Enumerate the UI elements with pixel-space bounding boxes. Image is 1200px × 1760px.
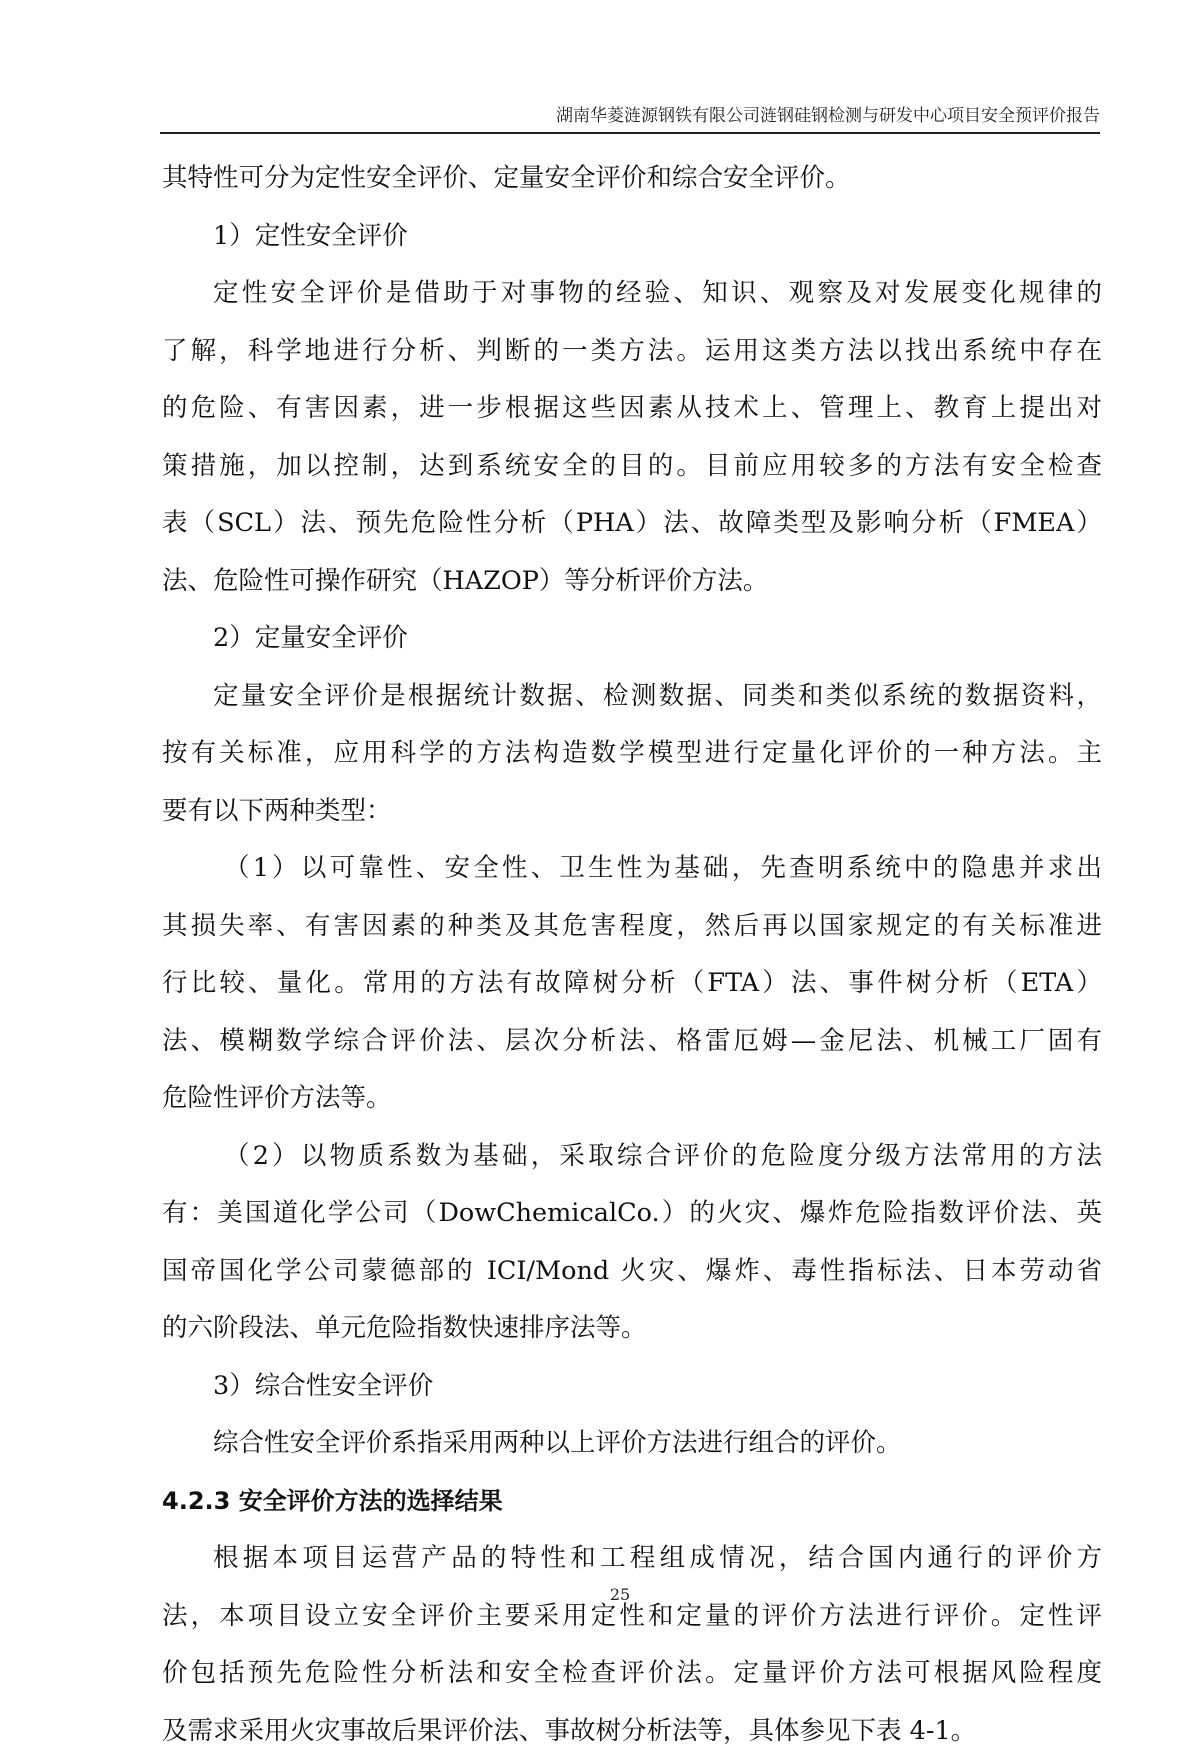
paragraph-line: 法、模糊数学综合评价法、层次分析法、格雷厄姆—金尼法、机械工厂固有	[162, 1013, 1102, 1071]
body-text	[162, 150, 1102, 1760]
paragraph-line: 按有关标准，应用科学的方法构造数学模型进行定量化评价的一种方法。主	[162, 725, 1102, 783]
page-number: 25	[0, 1585, 1200, 1604]
paragraph-line: 危险性评价方法等。	[162, 1070, 1102, 1128]
section-heading: 4.2.3 安全评价方法的选择结果	[162, 1473, 1102, 1531]
paragraph-line: 有：美国道化学公司（DowChemicalCo.）的火灾、爆炸危险指数评价法、英	[162, 1185, 1102, 1243]
paragraph-line: 法、危险性可操作研究（HAZOP）等分析评价方法。	[162, 553, 1102, 611]
subsection-title: 3）综合性安全评价	[162, 1358, 1102, 1416]
paragraph-line: 其特性可分为定性安全评价、定量安全评价和综合安全评价。	[162, 150, 1102, 208]
paragraph-line: （2）以物质系数为基础，采取综合评价的危险度分级方法常用的方法	[162, 1128, 1102, 1186]
paragraph-line: 国帝国化学公司蒙德部的 ICI/Mond 火灾、爆炸、毒性指标法、日本劳动省	[162, 1243, 1102, 1301]
paragraph-line: 定性安全评价是借助于对事物的经验、知识、观察及对发展变化规律的	[162, 265, 1102, 323]
paragraph-line: 要有以下两种类型：	[162, 783, 1102, 841]
paragraph-line: 法，本项目设立安全评价主要采用定性和定量的评价方法进行评价。定性评	[162, 1588, 1102, 1646]
paragraph-line: 行比较、量化。常用的方法有故障树分析（FTA）法、事件树分析（ETA）	[162, 955, 1102, 1013]
paragraph-line: 根据本项目运营产品的特性和工程组成情况，结合国内通行的评价方	[162, 1530, 1102, 1588]
paragraph-line: 及需求采用火灾事故后果评价法、事故树分析法等，具体参见下表 4-1。	[162, 1703, 1102, 1760]
paragraph-line: 的六阶段法、单元危险指数快速排序法等。	[162, 1300, 1102, 1358]
subsection-title: 2）定量安全评价	[162, 610, 1102, 668]
paragraph-line: 定量安全评价是根据统计数据、检测数据、同类和类似系统的数据资料，	[162, 668, 1102, 726]
paragraph-line: （1）以可靠性、安全性、卫生性为基础，先查明系统中的隐患并求出	[162, 840, 1102, 898]
paragraph-line: 其损失率、有害因素的种类及其危害程度，然后再以国家规定的有关标准进	[162, 898, 1102, 956]
paragraph-line: 了解，科学地进行分析、判断的一类方法。运用这类方法以找出系统中存在	[162, 323, 1102, 381]
paragraph-line: 价包括预先危险性分析法和安全检查评价法。定量评价方法可根据风险程度	[162, 1645, 1102, 1703]
paragraph-line: 的危险、有害因素，进一步根据这些因素从技术上、管理上、教育上提出对	[162, 380, 1102, 438]
header-title: 湖南华菱涟源钢铁有限公司涟钢硅钢检测与研发中心项目安全预评价报告	[556, 101, 1100, 126]
page-header	[160, 98, 1100, 134]
subsection-title: 1）定性安全评价	[162, 208, 1102, 266]
paragraph-line: 策措施，加以控制，达到系统安全的目的。目前应用较多的方法有安全检查	[162, 438, 1102, 496]
paragraph-line: 表（SCL）法、预先危险性分析（PHA）法、故障类型及影响分析（FMEA）	[162, 495, 1102, 553]
paragraph-line: 综合性安全评价系指采用两种以上评价方法进行组合的评价。	[162, 1415, 1102, 1473]
